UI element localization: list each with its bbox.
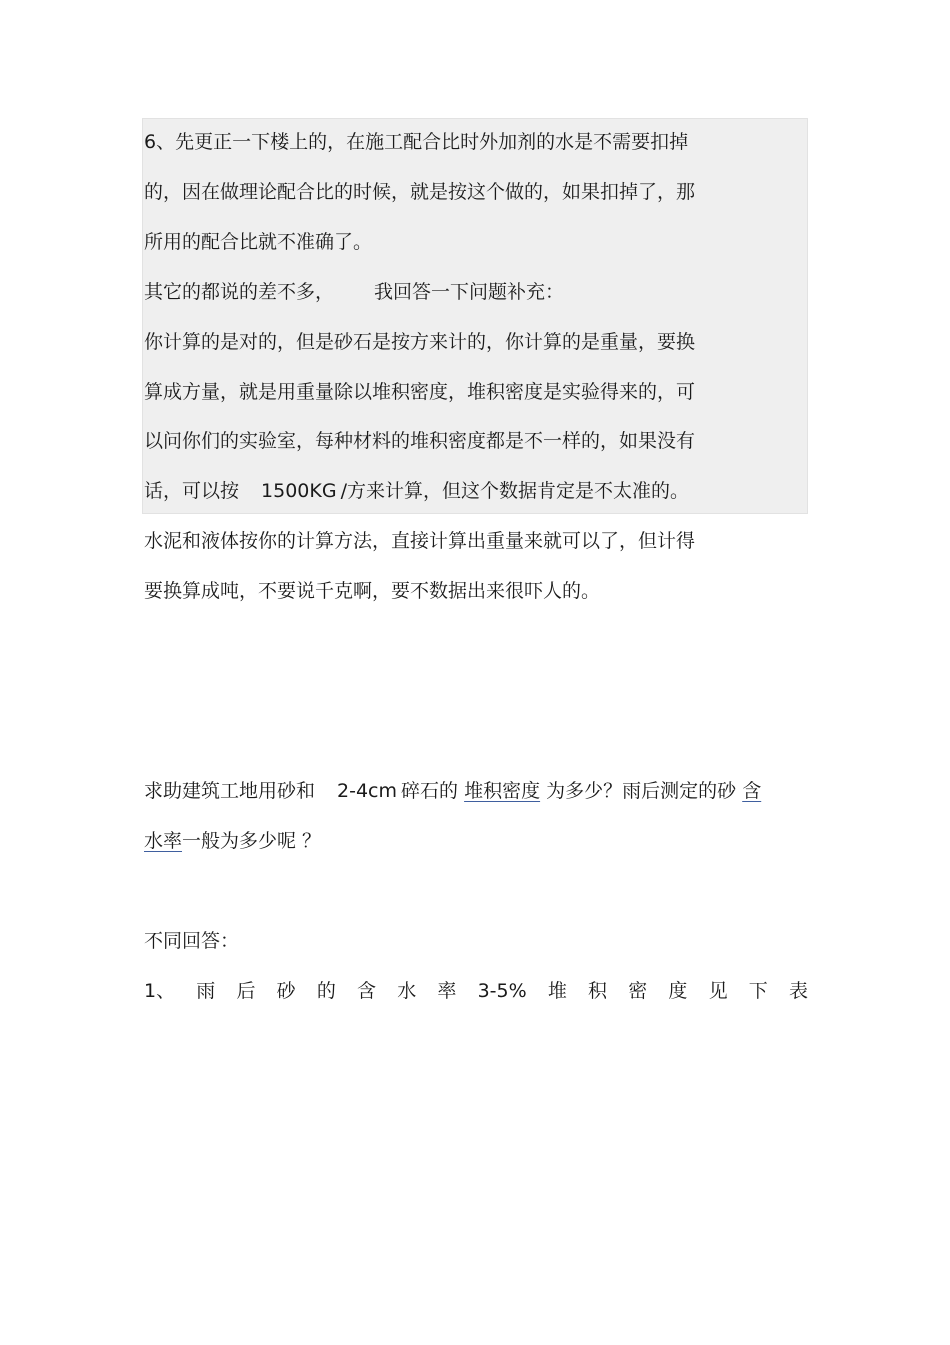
question-line xyxy=(144,778,761,804)
text-segment: 我回答一下问题补充： xyxy=(374,281,565,303)
answer-token: 积 xyxy=(588,980,608,1002)
link-bulk-density[interactable]: 堆积密度 xyxy=(464,780,541,802)
text-segment: 碎石的 xyxy=(401,780,459,802)
paragraph-line: 所用的配合比就不准确了。 xyxy=(144,231,373,253)
paragraph-line: 要换算成吨，不要说千克啊，要不数据出来很吓人的。 xyxy=(144,580,601,602)
paragraph-line: 以问你们的实验室，每种材料的堆积密度都是不一样的，如果没有 xyxy=(144,430,696,452)
answer-token: 表 xyxy=(788,980,808,1002)
paragraph-line xyxy=(144,478,689,504)
text-segment: 为多少？雨后测定的砂 xyxy=(546,780,737,802)
text-segment: 求助建筑工地用砂和 xyxy=(144,780,316,802)
answer-token: 的 xyxy=(316,980,336,1002)
paragraph-line: 水泥和液体按你的计算方法，直接计算出重量来就可以了，但计得 xyxy=(144,530,696,552)
answer-token: 1、 xyxy=(144,980,176,1002)
paragraph-line: 6、先更正一下楼上的，在施工配合比时外加剂的水是不需要扣掉 xyxy=(144,131,689,153)
number-value: 1500KG xyxy=(261,480,337,502)
text-segment: /方来计算，但这个数据肯定是不太准的。 xyxy=(340,480,689,502)
text-segment: 话，可以按 xyxy=(144,480,240,502)
link-moisture-content-cont[interactable]: 水率 xyxy=(144,830,183,852)
paragraph-line xyxy=(144,279,564,305)
answer-token: 3-5% xyxy=(477,980,527,1002)
paragraph-line: 的，因在做理论配合比的时候，就是按这个做的，如果扣掉了，那 xyxy=(144,181,696,203)
answer-token: 后 xyxy=(236,980,256,1002)
paragraph-line: 你计算的是对的，但是砂石是按方来计的，你计算的是重量，要换 xyxy=(144,331,696,353)
answer-token: 下 xyxy=(748,980,768,1002)
paragraph-line: 算成方量，就是用重量除以堆积密度，堆积密度是实验得来的，可 xyxy=(144,381,696,403)
answer-token: 水 xyxy=(397,980,417,1002)
answer-token: 度 xyxy=(668,980,688,1002)
link-moisture-content[interactable]: 含 xyxy=(742,780,762,802)
answer-token: 堆 xyxy=(547,980,567,1002)
question-line xyxy=(144,828,321,854)
answer-token: 雨 xyxy=(196,980,216,1002)
answer-token: 见 xyxy=(708,980,728,1002)
answers-heading: 不同回答： xyxy=(144,930,240,952)
text-segment: 一般为多少呢 ？ xyxy=(182,830,322,852)
number-value: 2-4cm xyxy=(337,780,398,802)
answer-item-1 xyxy=(144,978,808,1004)
answer-token: 含 xyxy=(357,980,377,1002)
answer-token: 密 xyxy=(628,980,648,1002)
text-segment: 其它的都说的差不多， xyxy=(144,281,335,303)
answer-token: 砂 xyxy=(276,980,296,1002)
answer-token: 率 xyxy=(437,980,457,1002)
quoted-answer-box xyxy=(142,118,808,514)
